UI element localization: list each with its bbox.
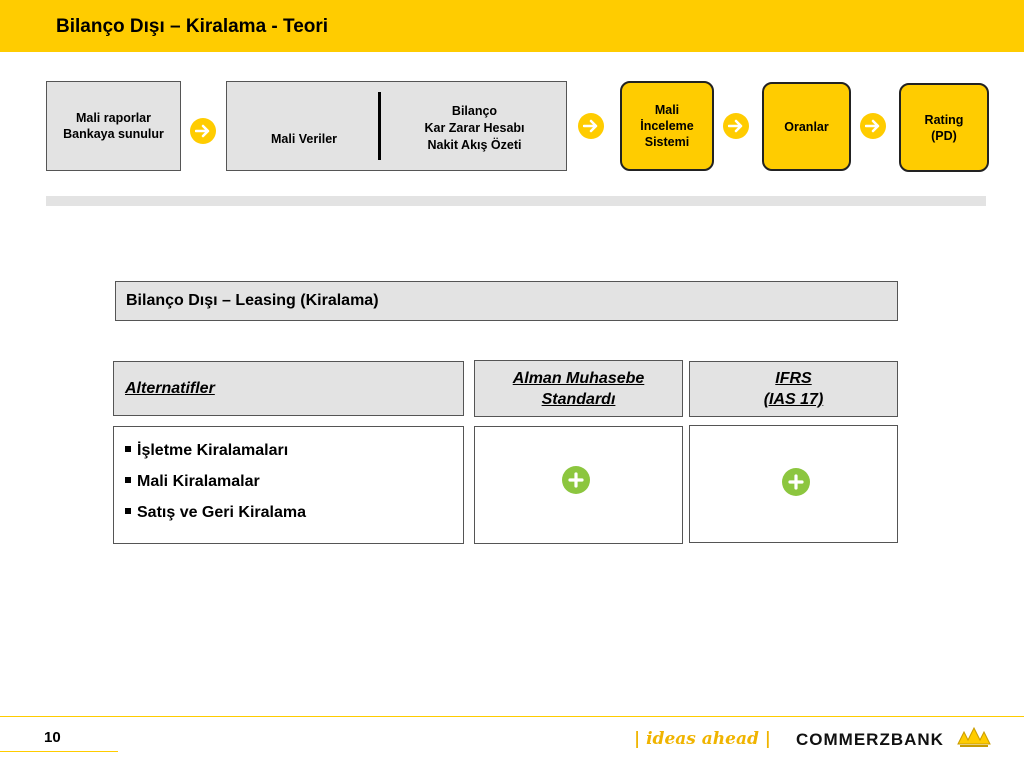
- flow-step-statements: [392, 103, 557, 154]
- flow-step-review-line3: Sistemi: [644, 135, 690, 149]
- flow-step-reports-line1: Mali raporlar: [75, 111, 151, 125]
- alman-header-line2: Standardı: [541, 390, 616, 408]
- statement-income: Kar Zarar Hesabı: [424, 121, 525, 135]
- tagline: | ideas ahead |: [634, 729, 771, 749]
- ifrs-header-line1: IFRS: [775, 370, 812, 387]
- flow-step-financial-data-label: Mali Veriler: [271, 132, 338, 146]
- arrow-right-icon: [578, 113, 604, 139]
- separator-bar: [46, 196, 986, 206]
- flow-step-rating-line1: Rating: [924, 112, 964, 127]
- arrow-right-icon: [860, 113, 886, 139]
- flow-step-rating: [899, 83, 989, 172]
- arrow-right-icon: [190, 118, 216, 144]
- alman-standard-box: [474, 426, 683, 544]
- alternatives-header: Alternatifler: [113, 361, 464, 416]
- section-title: Bilanço Dışı – Leasing (Kiralama): [115, 281, 898, 321]
- bullet-square-icon: [125, 508, 131, 514]
- statement-balance: Bilanço: [451, 104, 498, 118]
- bullet-square-icon: [125, 477, 131, 483]
- flow-step-reports: [46, 81, 181, 171]
- ifrs-header: [689, 361, 898, 417]
- alman-standard-header: [474, 360, 683, 417]
- flow-step-review-system: [620, 81, 714, 171]
- flow-step-reports-line2: Bankaya sunulur: [63, 127, 164, 141]
- list-item: İşletme Kiralamaları: [125, 441, 463, 461]
- plus-circle-icon: [562, 466, 590, 494]
- alternatives-list-box: [113, 426, 464, 544]
- brand-name: COMMERZBANK: [796, 730, 944, 749]
- alternatives-list: [114, 427, 463, 523]
- bullet-square-icon: [125, 446, 131, 452]
- page-title: Bilanço Dışı – Kiralama - Teori: [56, 16, 329, 37]
- flow-step-review-line2: İnceleme: [640, 119, 694, 133]
- alman-header-line1: Alman Muhasebe: [512, 369, 645, 387]
- ifrs-header-line2: (IAS 17): [763, 391, 824, 408]
- page-number: 10: [44, 729, 61, 746]
- divider-line: [378, 92, 381, 160]
- ifrs-box: [689, 425, 898, 543]
- list-item: Satış ve Geri Kiralama: [125, 503, 463, 523]
- flow-step-financial-data: [226, 81, 567, 171]
- page-number-underline: [0, 751, 118, 752]
- flow-step-ratios: [762, 82, 851, 171]
- flow-step-rating-line2: (PD): [931, 128, 957, 143]
- arrow-right-icon: [723, 113, 749, 139]
- flow-step-review-line1: Mali: [654, 103, 680, 117]
- list-item: Mali Kiralamalar: [125, 472, 463, 492]
- footer-line: [0, 716, 1024, 717]
- flow-step-ratios-label: Oranlar: [784, 119, 829, 134]
- statement-cashflow: Nakit Akış Özeti: [427, 138, 522, 152]
- commerzbank-logo-icon: [956, 726, 992, 753]
- plus-circle-icon: [782, 468, 810, 496]
